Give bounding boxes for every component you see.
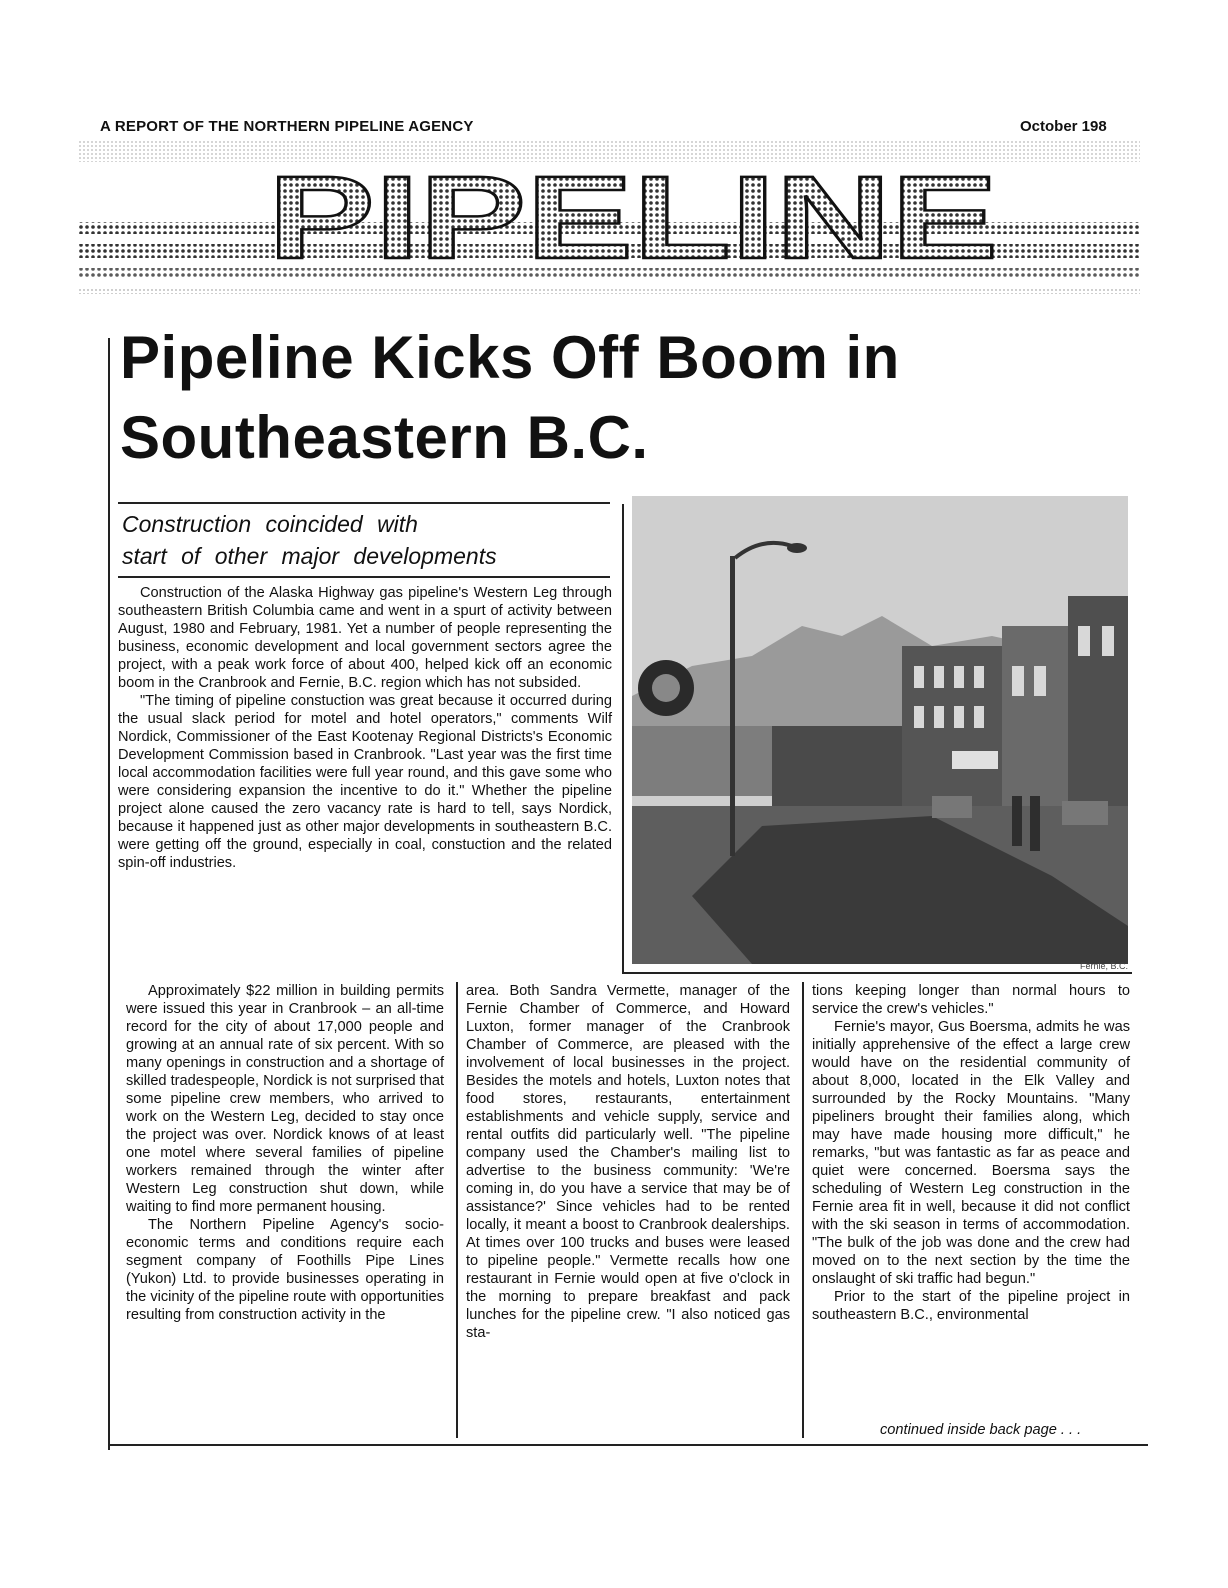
subheadline (122, 508, 612, 572)
agency-line: A REPORT OF THE NORTHERN PIPELINE AGENCY (100, 118, 474, 135)
headline (120, 318, 1020, 478)
paragraph: Prior to the start of the pipeline project in southeastern B.C., environmental (812, 1289, 1130, 1323)
column-3 (812, 982, 1130, 1324)
left-rule (108, 338, 110, 1450)
paragraph: Construction of the Alaska Highway gas pipeline's Western Leg through southeastern British Columbia came and went in a spurt of activity between August, 1980 and February, 1981. Yet a number of people representing the business, economic development and local government sectors agree the project, with a peak work force of about 400, helped kick off an economic boom in the Cranbrook and Fernie, B.C. region which has not subsided. (118, 585, 612, 691)
paragraph: "The timing of pipeline constuction was great because it occurred during the usual slack period for motel and hotel operators," comments Wilf Nordick, Commissioner of the East Kootenay Regional Districts's Economic Development Commission based in Cranbrook. "Last year was the first time local accommodation facilities were full year round, and this gave some who were considering expansion the incentive to do it." Whether the pipeline project alone caused the zero vacancy rate is hard to tell, says Nordick, because it happened just as other major developments in southeastern B.C. were getting off the ground, especially in coal, constuction and the related spin-off industries. (118, 693, 612, 871)
paragraph: Approximately $22 million in building permits were issued this year in Cranbrook – an all-time record for the city of about 17,000 people and growing at an annual rate of six percent. With so many openings in construction and a shortage of skilled tradespeople, Nordick is not surprised that some pipeline crew members, who arrived to work on the Western Leg, decided to stay once the project was over. Nordick knows of at least one motel where several families of pipeline workers remained through the winter after Western Leg construction shut down, while waiting to find more permanent housing. (126, 983, 444, 1215)
masthead-logo (78, 140, 1140, 300)
masthead-title: PIPELINE (268, 152, 998, 284)
column-rule-1 (456, 982, 458, 1438)
paragraph: tions keeping longer than normal hours to service the crew's vehicles." (812, 983, 1130, 1017)
issue-date: October 198 (1020, 118, 1107, 135)
headline-line-1: Pipeline Kicks Off Boom in (120, 324, 900, 391)
headline-line-2: Southeastern B.C. (120, 404, 649, 471)
subhead-top-rule (118, 502, 610, 504)
paragraph: area. Both Sandra Vermette, manager of the Fernie Chamber of Commerce, and Howard Luxton, former manager of the Cranbrook Chamber of Commerce, are pleased with the involvement of local businesses in the project. Besides the motels and hotels, Luxton notes that food stores, restaurants, entertainment establishments and vehicle supply, service and rental outfits did particularly well. "The pipeline company used the Chamber's mailing list to advertise to the business community: 'We're coming in, do you have a service that may be of assistance?' Since vehicles had to be rented locally, it meant a boost to Cranbrook dealerships. At times over 100 trucks and buses were leased to pipeline people." Vermette recalls how one restaurant in Fernie would open at five o'clock in the morning to prepare breakfast and pack lunches for the pipeline crew. "I also noticed gas sta- (466, 983, 790, 1341)
photo-caption: Fernie, B.C. (1080, 961, 1129, 971)
column-2 (466, 982, 790, 1342)
column-rule-2 (802, 982, 804, 1438)
subhead-bottom-rule (118, 576, 610, 578)
photo-bottom-rule (622, 972, 1132, 974)
paragraph: The Northern Pipeline Agency's socio-economic terms and conditions require each segment company of Foothills Pipe Lines (Yukon) Ltd. to provide businesses operating in the vicinity of the pipeline route with opportunities resulting from construction activity in the (126, 1217, 445, 1323)
subhead-line-1: Construction coincided with (122, 511, 418, 537)
photo-left-rule (622, 504, 624, 974)
subhead-line-2: start of other major developments (122, 543, 497, 569)
column-1 (126, 982, 444, 1324)
paragraph: Fernie's mayor, Gus Boersma, admits he was initially apprehensive of the effect a large crew would have on the residential community of about 8,000, located in the Elk Valley and surrounded by the Rocky Mountains. "Many pipeliners brought their families along, which may have made housing more difficult," he remarks, "but was fantastic as far as peace and quiet were concerned. Boersma says the scheduling of Western Leg construction in the Fernie area fit in well, because it did not conflict with the ski season in terms of accommodation. "The bulk of the job was done and the crew had moved on to the next section by the time the onslaught of ski traffic had begun." (812, 1019, 1130, 1287)
street-photo (632, 496, 1128, 964)
intro-text (118, 584, 612, 872)
continued-note: continued inside back page . . . (880, 1422, 1082, 1438)
bottom-rule (108, 1444, 1148, 1446)
